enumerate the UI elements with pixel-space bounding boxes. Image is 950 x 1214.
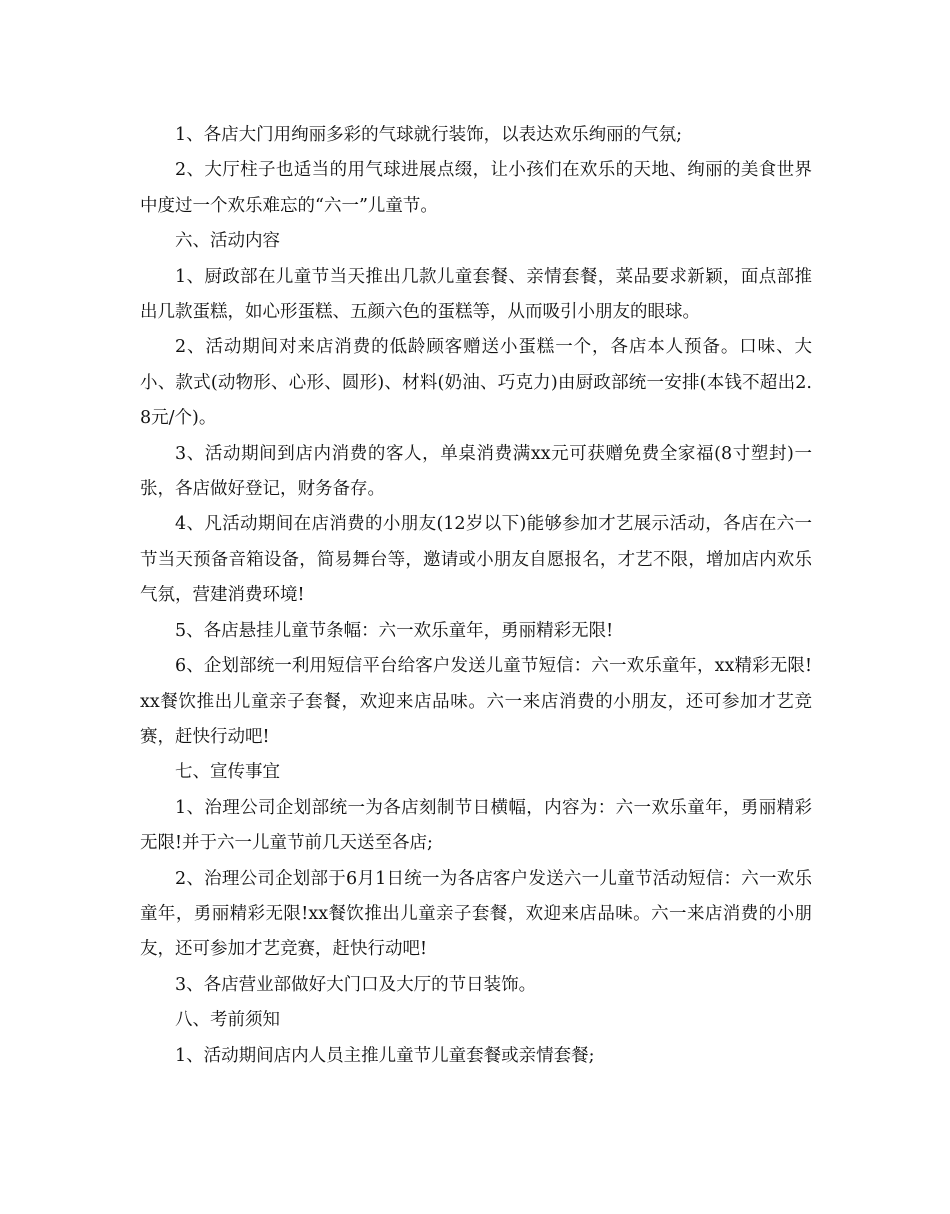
paragraph-publicity-2: 2、治理公司企划部于6月1日统一为各店客户发送六一儿童节活动短信：六一欢乐童年，勇丽精彩无限!xx餐饮推出儿童亲子套餐，欢迎来店品味。六一来店消费的小朋友，还可参加才艺竞赛，赶快行动吧!	[140, 868, 812, 960]
paragraph-decoration-pillars: 2、大厅柱子也适当的用气球进展点缀，让小孩们在欢乐的天地、绚丽的美食世界中度过一个欢乐难忘的“六一”儿童节。	[140, 160, 812, 216]
paragraph-activity-6: 6、企划部统一利用短信平台给客户发送儿童节短信：六一欢乐童年，xx精彩无限!xx餐饮推出儿童亲子套餐，欢迎来店品味。六一来店消费的小朋友，还可参加才艺竞赛，赶快行动吧!	[140, 656, 812, 747]
section-heading-publicity: 七、宣传事宜	[175, 762, 280, 783]
paragraph-activity-2: 2、活动期间对来店消费的低龄顾客赠送小蛋糕一个，各店本人预备。口味、大小、款式(动物形、心形、圆形)、材料(奶油、巧克力)由厨政部统一安排(本钱不超出2.8元/个)。	[140, 337, 812, 429]
section-heading-activity-content: 六、活动内容	[175, 231, 280, 252]
paragraph-activity-1: 1、厨政部在儿童节当天推出几款儿童套餐、亲情套餐，菜品要求新颖，面点部推出几款蛋糕，如心形蛋糕、五颜六色的蛋糕等，从而吸引小朋友的眼球。	[140, 266, 812, 323]
paragraph-notes-1: 1、活动期间店内人员主推儿童节儿童套餐或亲情套餐;	[175, 1045, 595, 1066]
section-heading-notes: 八、考前须知	[175, 1010, 280, 1031]
document-body	[140, 118, 812, 1074]
paragraph-publicity-3: 3、各店营业部做好大门口及大厅的节日装饰。	[175, 974, 537, 995]
paragraph-activity-5: 5、各店悬挂儿童节条幅：六一欢乐童年，勇丽精彩无限!	[175, 620, 614, 641]
paragraph-publicity-1: 1、治理公司企划部统一为各店刻制节日横幅，内容为：六一欢乐童年，勇丽精彩无限!并于六一儿童节前几天送至各店;	[140, 797, 812, 854]
paragraph-activity-3: 3、活动期间到店内消费的客人，单桌消费满xx元可获赠免费全家福(8寸塑封)一张，各店做好登记，财务备存。	[140, 443, 812, 500]
paragraph-decoration-balloons: 1、各店大门用绚丽多彩的气球就行装饰，以表达欢乐绚丽的气氛;	[175, 125, 683, 145]
paragraph-activity-4: 4、凡活动期间在店消费的小朋友(12岁以下)能够参加才艺展示活动，各店在六一节当天预备音箱设备，简易舞台等，邀请或小朋友自愿报名，才艺不限，增加店内欢乐气氛，营建消费环境!	[140, 514, 812, 606]
